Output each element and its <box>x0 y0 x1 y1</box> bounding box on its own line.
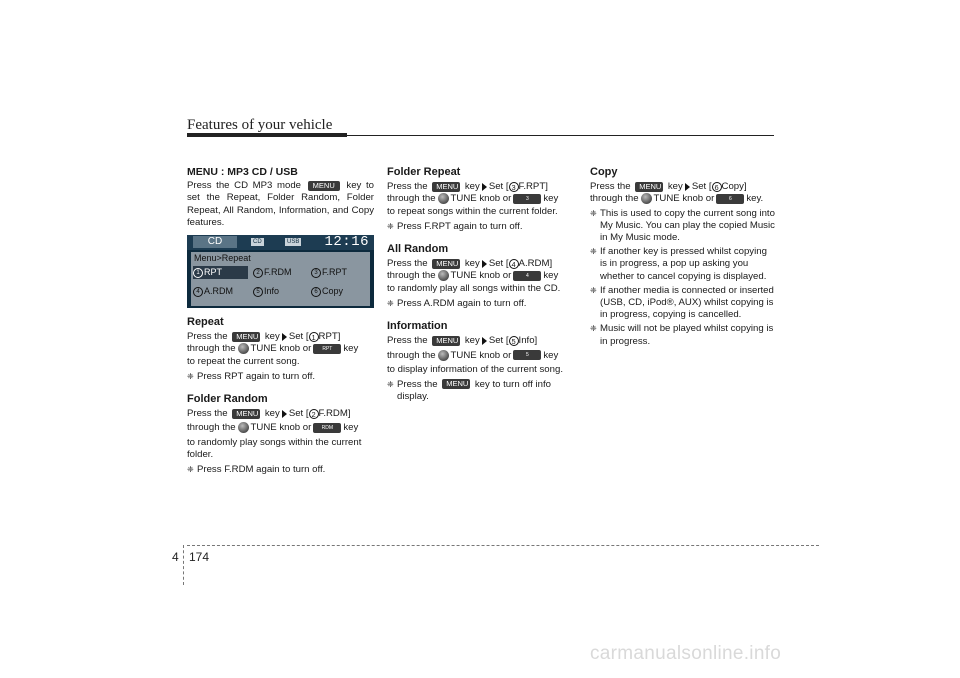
text: This is used to copy the current song into My Music. You can play the copied Music in My Music mode. <box>600 207 775 244</box>
info-note <box>387 379 574 403</box>
heading-copy: Copy <box>590 166 618 178</box>
tune-knob-icon <box>438 350 449 361</box>
note-mark-icon: ❈ <box>590 324 597 334</box>
repeat-line-2 <box>187 343 374 355</box>
ardm-note <box>387 298 574 310</box>
frpt-line-1 <box>387 181 574 193</box>
text: Press F.RPT again to turn off. <box>397 220 523 232</box>
text: key <box>264 408 280 420</box>
text: Press the <box>387 181 428 193</box>
repeat-line-1 <box>187 331 374 343</box>
text: If another media is connected or inserted (USB, CD, iPod®, AUX) whilst copying is in progress, copying is cancelled. <box>600 284 774 321</box>
frpt-line-2 <box>387 193 574 205</box>
arrow-right-icon <box>482 183 487 191</box>
lcd-item-num: 4 <box>193 287 203 297</box>
column-3 <box>590 166 775 348</box>
arrow-right-icon <box>482 337 487 345</box>
frpt-line-3: to repeat songs within the current folder. <box>387 205 558 217</box>
text: F.RDM] <box>318 408 351 420</box>
text: Set [ <box>488 335 509 347</box>
text: If another key is pressed whilst copying is in progress, a pop up asking you whether to cancel copying is displayed. <box>600 246 767 282</box>
text: key <box>464 181 480 193</box>
note-mark-icon: ❈ <box>590 285 597 295</box>
lcd-item-num: 6 <box>311 287 321 297</box>
arrow-right-icon <box>685 183 690 191</box>
note-mark-icon: ❈ <box>387 298 394 308</box>
text: through the <box>387 349 436 361</box>
section-heading-menu: MENU : MP3 CD / USB <box>187 166 298 178</box>
ardm-line-1 <box>387 258 574 270</box>
menu-key-icon: MENU <box>442 379 470 389</box>
text: TUNE knob or <box>250 422 312 434</box>
text: key <box>464 335 480 347</box>
page-section-number: 4 <box>172 550 179 564</box>
column-1 <box>187 166 374 476</box>
text: through the <box>187 422 236 434</box>
text: Press the <box>397 378 438 390</box>
frdm-note <box>187 464 374 476</box>
lcd-indicator-cd: CD <box>253 239 262 246</box>
lcd-item-num: 2 <box>253 268 263 278</box>
lcd-screenshot <box>187 235 374 308</box>
key-5-icon: 5 <box>513 350 541 360</box>
lcd-item-frpt <box>311 266 366 279</box>
text: key to turn off info display. <box>397 378 551 403</box>
lcd-clock: 12:16 <box>324 235 369 251</box>
info-line-1 <box>387 335 574 347</box>
arrow-right-icon <box>282 410 287 418</box>
lcd-item-num: 5 <box>253 287 263 297</box>
menu-key-icon: MENU <box>432 182 460 192</box>
copy-note-2 <box>590 246 775 283</box>
lcd-item-label: A.RDM <box>204 286 233 297</box>
note-mark-icon: ❈ <box>387 379 394 389</box>
intro-text-b: key to set the Repeat, Folder Random, Folder Repeat, All Random, Information, and Copy features. <box>187 180 374 228</box>
lcd-item-rpt <box>193 266 248 279</box>
lcd-indicator-usb: USB <box>287 239 300 246</box>
lcd-item-label: Copy <box>322 286 344 297</box>
key-6-icon: 6 <box>716 194 744 204</box>
tune-knob-icon <box>238 422 249 433</box>
page-number: 174 <box>189 550 210 564</box>
text: Info] <box>518 335 538 347</box>
text: TUNE knob or <box>250 343 312 355</box>
copy-line-1 <box>590 181 775 193</box>
text: Press the <box>387 258 428 270</box>
lcd-item-label: F.RDM <box>264 267 292 278</box>
text: key <box>543 270 559 282</box>
text: RPT] <box>318 331 341 343</box>
intro-paragraph <box>187 180 374 229</box>
number-circle-icon: 6 <box>712 182 722 192</box>
tune-knob-icon <box>238 343 249 354</box>
menu-key-icon: MENU <box>308 181 340 191</box>
menu-key-icon: MENU <box>232 409 260 419</box>
copy-note-4 <box>590 323 775 347</box>
number-circle-icon: 1 <box>309 332 319 342</box>
rpt-key-icon: RPT <box>313 344 341 354</box>
heading-all-random: All Random <box>387 243 449 256</box>
rdm-key-icon: RDM <box>313 423 341 433</box>
tune-knob-icon <box>438 270 449 281</box>
repeat-note <box>187 371 374 383</box>
note-mark-icon: ❈ <box>187 465 194 475</box>
text: TUNE knob or <box>450 270 512 282</box>
frpt-note <box>387 221 574 233</box>
text: Press the <box>590 181 631 193</box>
lcd-item-info <box>253 285 308 298</box>
number-circle-icon: 2 <box>309 409 319 419</box>
header-title: Features of your vehicle <box>187 117 333 133</box>
text: key <box>264 331 280 343</box>
text: A.RDM] <box>518 258 553 270</box>
text: Copy] <box>721 181 747 193</box>
note-mark-icon: ❈ <box>590 247 597 257</box>
text: Set [ <box>288 331 309 343</box>
tune-knob-icon <box>438 193 449 204</box>
text: Press F.RDM again to turn off. <box>197 464 326 476</box>
text: through the <box>590 193 639 205</box>
text: key <box>343 343 359 355</box>
text: Press the <box>187 331 228 343</box>
text: Set [ <box>691 181 712 193</box>
number-circle-icon: 4 <box>509 259 519 269</box>
text: Music will not be played whilst copying is in progress. <box>600 323 774 347</box>
intro-text-a: Press the CD MP3 mode <box>187 180 302 192</box>
text: key <box>343 422 359 434</box>
heading-folder-repeat: Folder Repeat <box>387 166 461 178</box>
text: key <box>667 181 683 193</box>
footer-rule <box>187 545 819 546</box>
lcd-item-num: 3 <box>311 268 321 278</box>
lcd-menu-title: Menu>Repeat <box>194 253 251 264</box>
header-rule-thick <box>187 133 347 137</box>
lcd-item-label: RPT <box>204 267 222 278</box>
watermark-text: carmanualsonline.info <box>590 643 782 664</box>
lcd-item-label: Info <box>264 286 280 297</box>
arrow-right-icon <box>482 260 487 268</box>
lcd-item-label: F.RPT <box>322 267 348 278</box>
text: key <box>464 258 480 270</box>
note-mark-icon: ❈ <box>590 208 597 218</box>
text: Set [ <box>488 181 509 193</box>
repeat-line-3: to repeat the current song. <box>187 355 300 367</box>
note-mark-icon: ❈ <box>387 221 394 231</box>
copy-note-1 <box>590 208 775 245</box>
arrow-right-icon <box>282 333 287 341</box>
frdm-line-3: to randomly play songs within the current folder. <box>187 436 362 460</box>
text: through the <box>387 270 436 282</box>
number-circle-icon: 5 <box>509 336 519 346</box>
ardm-line-2 <box>387 270 574 282</box>
text: Press RPT again to turn off. <box>197 370 316 382</box>
column-2 <box>387 166 574 403</box>
text: TUNE knob or <box>450 193 512 205</box>
text: Press A.RDM again to turn off. <box>397 297 527 309</box>
text: Set [ <box>488 258 509 270</box>
lcd-item-num: 1 <box>193 268 203 278</box>
copy-note-3 <box>590 285 775 322</box>
key-3-icon: 3 <box>513 194 541 204</box>
menu-key-icon: MENU <box>432 259 460 269</box>
heading-information: Information <box>387 320 448 333</box>
menu-key-icon: MENU <box>432 336 460 346</box>
lcd-item-copy <box>311 285 366 298</box>
number-circle-icon: 3 <box>509 182 519 192</box>
footer-vertical-rule <box>183 545 184 585</box>
info-line-2 <box>387 350 574 362</box>
text: through the <box>387 193 436 205</box>
frdm-line-1 <box>187 408 374 420</box>
copy-line-2 <box>590 193 775 205</box>
key-4-icon: 4 <box>513 271 541 281</box>
lcd-item-ardm <box>193 285 248 298</box>
text: Press the <box>187 408 228 420</box>
info-line-3: to display information of the current song. <box>387 363 563 375</box>
menu-key-icon: MENU <box>635 182 663 192</box>
text: TUNE knob or <box>653 193 715 205</box>
text: TUNE knob or <box>450 349 512 361</box>
header-rule-thin <box>347 135 774 136</box>
text: F.RPT] <box>518 181 548 193</box>
ardm-line-3: to randomly play all songs within the CD. <box>387 282 561 294</box>
text: key <box>543 349 559 361</box>
text: through the <box>187 343 236 355</box>
lcd-mode: CD <box>193 236 237 248</box>
text: key. <box>746 193 764 205</box>
frdm-line-2 <box>187 422 374 434</box>
note-mark-icon: ❈ <box>187 371 194 381</box>
lcd-item-frdm <box>253 266 308 279</box>
heading-folder-random: Folder Random <box>187 393 268 406</box>
text: key <box>543 193 559 205</box>
menu-key-icon: MENU <box>232 332 260 342</box>
text: Press the <box>387 335 428 347</box>
heading-repeat: Repeat <box>187 316 224 329</box>
tune-knob-icon <box>641 193 652 204</box>
text: Set [ <box>288 408 309 420</box>
